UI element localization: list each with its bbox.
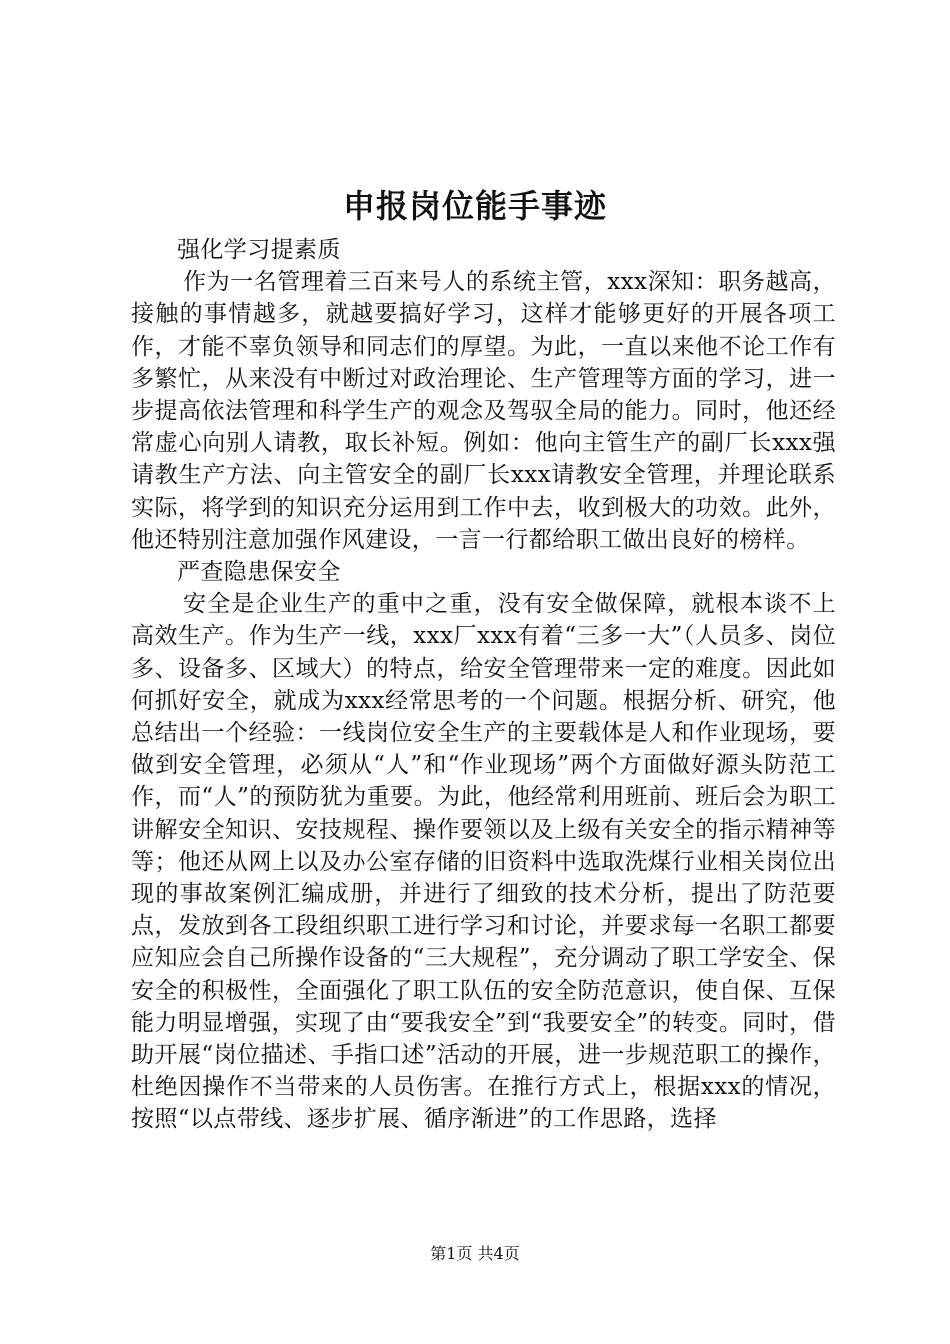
document-body bbox=[131, 234, 836, 1136]
document-title: 申报岗位能手事迹 bbox=[342, 187, 607, 225]
page-number-footer: 第1页 共4页 bbox=[430, 1244, 520, 1263]
section-heading-safety: 严查隐患保安全 bbox=[177, 559, 341, 586]
section-paragraph-safety: 安全是企业生产的重中之重，没有安全做保障，就根本谈不上高效生产。作为生产一线，xxx厂xxx有着“三多一大”（人员多、岗位多、设备多、区域大）的特点，给安全管理带来一定的难度。因此如何抓好安全，就成为xxx经常思考的一个问题。根据分析、研究，他总结出一个经验：一线岗位安全生产的主要载体是人和作业现场，要做到安全管理，必须从“人”和“作业现场”两个方面做好源头防范工作，而“人”的预防犹为重要。为此，他经常利用班前、班后会为职工讲解安全知识、安技规程、操作要领以及上级有关安全的指示精神等等；他还从网上以及办公室存储的旧资料中选取洗煤行业相关岗位出现的事故案例汇编成册，并进行了细致的技术分析，提出了防范要点，发放到各工段组织职工进行学习和讨论，并要求每一名职工都要应知应会自己所操作设备的“三大规程”，充分调动了职工学安全、保安全的积极性，全面强化了职工队伍的安全防范意识，使自保、互保能力明显增强，实现了由“要我安全”到“我要安全”的转变。同时，借助开展“岗位描述、手指口述”活动的开展，进一步规范职工的操作，杜绝因操作不当带来的人员伤害。在推行方式上，根据xxx的情况，按照“以点带线、逐步扩展、循序渐进”的工作思路，选择 bbox=[131, 591, 836, 1133]
section-heading-study: 强化学习提素质 bbox=[177, 237, 341, 263]
section-paragraph-study: 作为一名管理着三百来号人的系统主管，xxx深知：职务越高，接触的事情越多，就越要搞好学习，这样才能够更好的开展各项工作，才能不辜负领导和同志们的厚望。为此，一直以来他不论工作有多繁忙，从来没有中断过对政治理论、生产管理等方面的学习，进一步提高依法管理和科学生产的观念及驾驭全局的能力。同时，他还经常虚心向别人请教，取长补短。例如：他向主管生产的副厂长xxx强请教生产方法、向主管安全的副厂长xxx请教安全管理，并理论联系实际，将学到的知识充分运用到工作中去，收到极大的功效。此外，他还特别注意加强作风建设，一言一行都给职工做出良好的榜样。 bbox=[131, 269, 836, 553]
